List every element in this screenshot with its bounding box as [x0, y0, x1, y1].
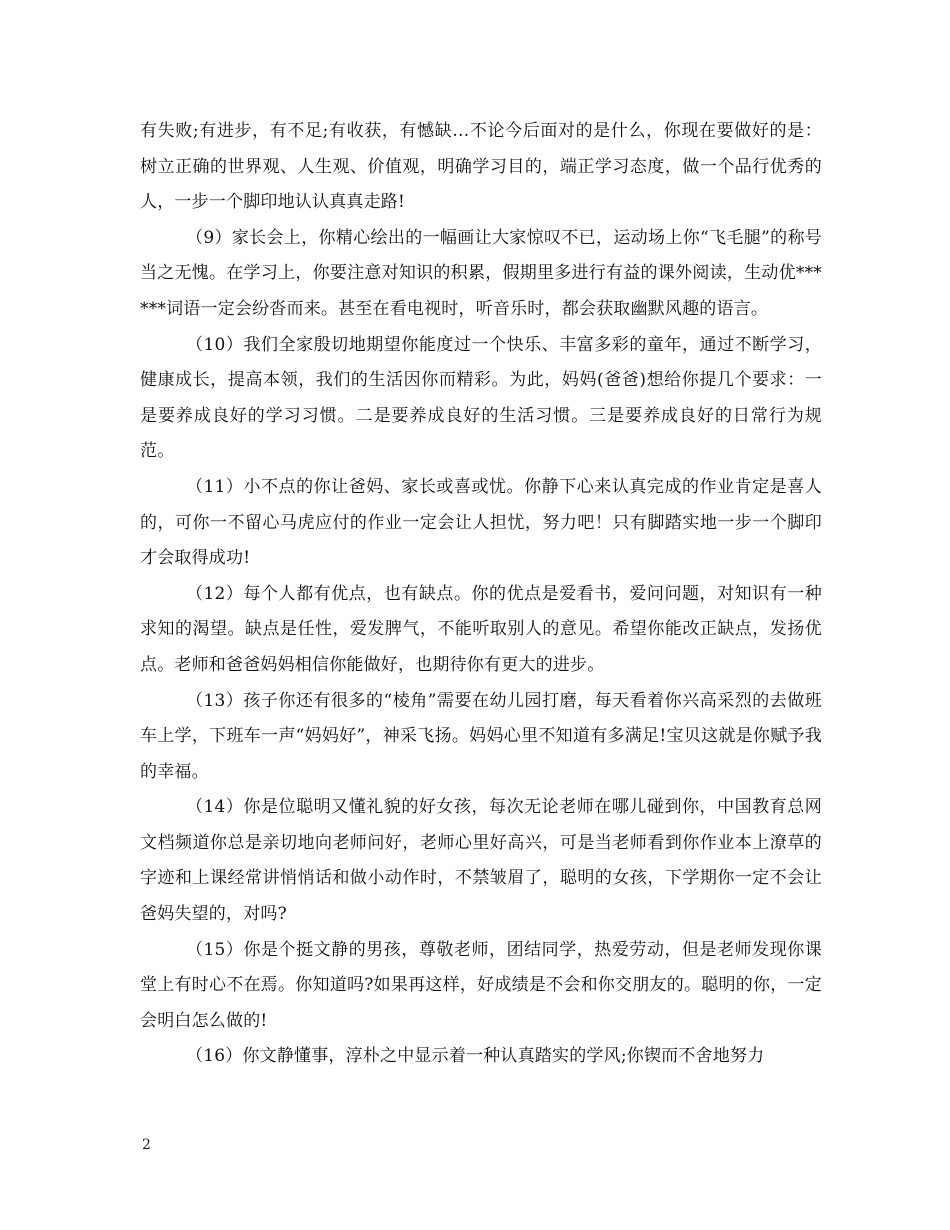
- paragraph-continuation: 有失败;有进步，有不足;有收获，有憾缺…不论今后面对的是什么，你现在要做好的是：树立正确的世界观、人生观、价值观，明确学习目的，端正学习态度，做一个品行优秀的人，一步一个脚印地认认真真走路!: [140, 121, 822, 213]
- paragraph-11: （11）小不点的你让爸妈、家长或喜或忧。你静下心来认真完成的作业肯定是喜人的，可你一不留心马虎应付的作业一定会让人担忧，努力吧！只有脚踏实地一步一个脚印才会取得成功!: [140, 476, 822, 569]
- paragraph-13: （13）孩子你还有很多的“棱角”需要在幼儿园打磨，每天看着你兴高采烈的去做班车上学，下班车一声“妈妈好”，神采飞扬。妈妈心里不知道有多满足!宝贝这就是你赋予我的幸福。: [140, 690, 822, 782]
- page-number: 2: [142, 1137, 151, 1153]
- paragraph-16: （16）你文静懂事，淳朴之中显示着一种认真踏实的学风;你锲而不舍地努力: [186, 1046, 765, 1067]
- paragraph-12: （12）每个人都有优点，也有缺点。你的优点是爱看书，爱问问题，对知识有一种求知的渴望。缺点是任性，爱发脾气，不能听取别人的意见。希望你能改正缺点，发扬优点。老师和爸爸妈妈相信你能做好，也期待你有更大的进步。: [140, 583, 822, 675]
- paragraph-10: （10）我们全家殷切地期望你能度过一个快乐、丰富多彩的童年，通过不断学习，健康成长，提高本领，我们的生活因你而精彩。为此，妈妈(爸爸)想给你提几个要求：一是要养成良好的学习习惯。二是要养成良好的生活习惯。三是要养成良好的日常行为规范。: [140, 334, 822, 462]
- paragraph-9: （9）家长会上，你精心绘出的一幅画让大家惊叹不已，运动场上你“飞毛腿”的称号当之无愧。在学习上，你要注意对知识的积累，假期里多进行有益的课外阅读，生动优******词语一定会纷沓而来。甚至在看电视时，听音乐时，都会获取幽默风趣的语言。: [140, 227, 822, 319]
- paragraph-14: （14）你是位聪明又懂礼貌的好女孩，每次无论老师在哪儿碰到你，中国教育总网文档频道你总是亲切地向老师问好，老师心里好高兴，可是当老师看到你作业本上潦草的字迹和上课经常讲悄悄话和做小动作时，不禁皱眉了，聪明的女孩，下学期你一定不会让爸妈失望的，对吗?: [140, 797, 822, 925]
- document-body: [140, 114, 822, 1075]
- paragraph-15: （15）你是个挺文静的男孩，尊敬老师，团结同学，热爱劳动，但是老师发现你课堂上有时心不在焉。你知道吗?如果再这样，好成绩是不会和你交朋友的。聪明的你，一定会明白怎么做的!: [140, 939, 822, 1031]
